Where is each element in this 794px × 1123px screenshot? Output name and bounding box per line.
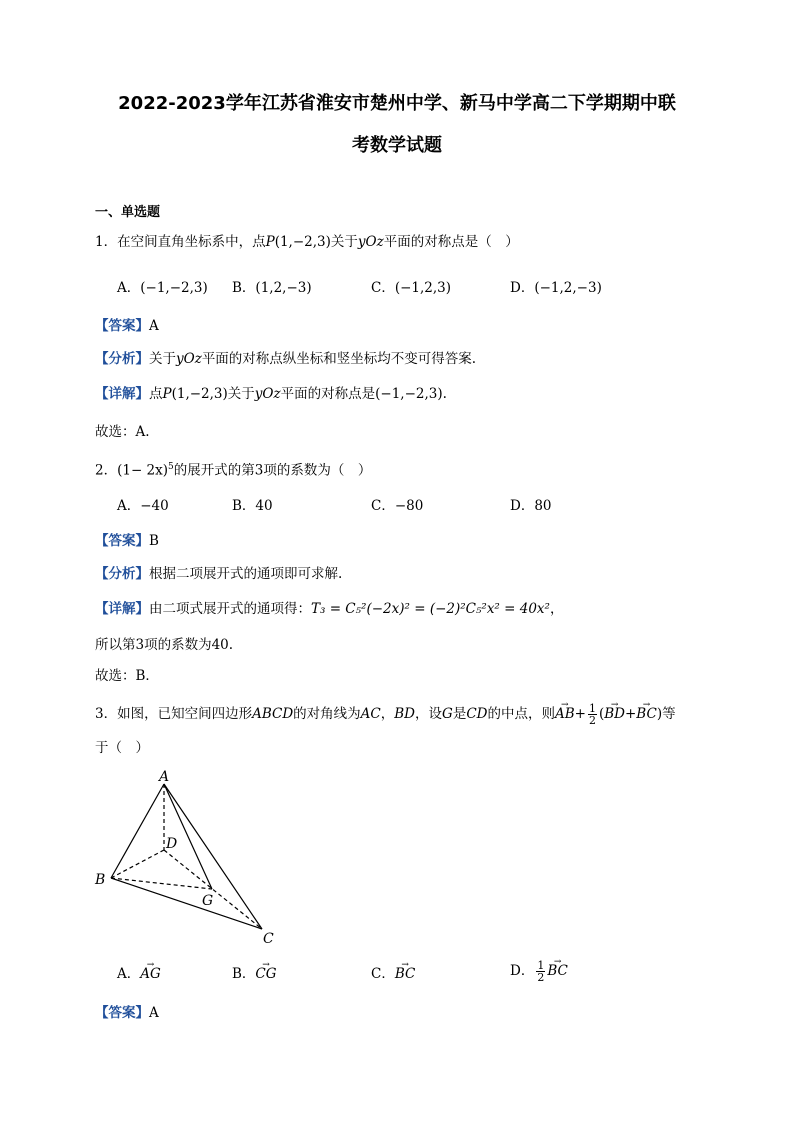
edge-dc: [164, 850, 262, 929]
math-formula: T₃ = C₅²(−2x)² = (−2)²C₅²x² = 40x²: [311, 601, 550, 617]
answer-tag: 【答案】: [95, 318, 149, 334]
answer-value: A: [149, 318, 159, 334]
question-number: 1．: [95, 234, 118, 250]
option-d: D． $\frac{1}{2}$ → BC: [510, 960, 568, 983]
detail-2: 【详解】由二项式展开式的通项得：T₃ = C₅²(−2x)² = (−2)²C₅²x² = 40x²，: [95, 601, 564, 617]
detail-1: 【详解】点P(1,−2,3)关于yOz平面的对称点是(−1,−2,3).: [95, 386, 447, 402]
vertex-label-d: D: [166, 836, 178, 852]
vertex-label-g: G: [202, 893, 214, 909]
analysis-tag: 【分析】: [95, 566, 149, 582]
option-c: C．(−1,2,3): [371, 280, 452, 296]
vertex-label-a: A: [159, 769, 170, 785]
edge-bc: [111, 878, 262, 929]
question-text: 在空间直角坐标系中，点: [117, 234, 266, 250]
answer-tag: 【答案】: [95, 1005, 149, 1021]
option-c: C．→ BC: [371, 965, 415, 983]
doc-title-line-2: 考数学试题: [352, 135, 442, 156]
question-number: 3．: [95, 706, 118, 722]
tetrahedron-figure: [90, 765, 290, 950]
option-a: A．→ AG: [117, 965, 161, 983]
fraction-half: $\frac{1}{2}$: [588, 702, 596, 727]
vertex-label-c: C: [263, 931, 274, 947]
question-text: 平面的对称点是（ ）: [383, 234, 519, 250]
detail-tag: 【详解】: [95, 386, 149, 402]
math-exponent: 5: [168, 462, 174, 472]
question-2: [95, 458, 371, 480]
analysis-1: 【分析】关于yOz平面的对称点纵坐标和竖坐标均不变可得答案.: [95, 351, 477, 367]
answer-1: [95, 317, 159, 335]
question-1: [95, 233, 519, 251]
analysis-tag: 【分析】: [95, 351, 149, 367]
answer-2: [95, 532, 159, 550]
answer-3: [95, 1004, 159, 1022]
option-b: B．40: [232, 498, 273, 514]
option-b: B．(1,2,−3): [232, 280, 312, 296]
doc-title-line-1: 2022-2023学年江苏省淮安市楚州中学、新马中学高二下学期期中联: [118, 93, 676, 114]
question-text: 关于: [330, 234, 358, 250]
analysis-2: 【分析】根据二项展开式的通项即可求解.: [95, 566, 343, 582]
option-a: A．(−1,−2,3): [117, 280, 208, 296]
option-d: D．80: [510, 498, 552, 514]
detail-tag: 【详解】: [95, 601, 149, 617]
section-heading: 一、单选题: [95, 205, 161, 220]
answer-value: A: [149, 1005, 159, 1021]
answer-value: B: [149, 533, 159, 549]
question-text: 的展开式的第3项的系数为（ ）: [173, 462, 372, 479]
question-3-line-2: 于（ ）: [95, 740, 149, 756]
answer-tag: 【答案】: [95, 533, 149, 549]
conclusion-2: 故选：B．: [95, 668, 159, 684]
option-a: A．−40: [117, 498, 169, 514]
detail-2-line-2: 所以第3项的系数为40.: [95, 637, 234, 653]
option-b: B．→ CG: [232, 965, 277, 983]
math-var: P: [265, 234, 275, 250]
vertex-label-b: B: [95, 872, 106, 888]
question-3: 3．如图，已知空间四边形ABCD的对角线为AC，BD，设G是CD的中点，则→ AB+ $\frac{1}{2}$ (→ BD+→ BC)等: [95, 703, 676, 726]
option-c: C．−80: [371, 498, 424, 514]
math-var: yOz: [357, 234, 384, 250]
option-d: D．(−1,2,−3): [510, 280, 602, 296]
vector-bc: → BC: [636, 705, 657, 723]
conclusion-1: 故选：A.: [95, 424, 150, 440]
math-expr: (1− 2x): [117, 462, 169, 479]
question-number: 2．: [95, 462, 118, 479]
vector-bd: → BD: [604, 705, 625, 723]
math-expr: (1,−2,3): [274, 234, 331, 250]
vector-ab: → AB: [555, 705, 575, 723]
